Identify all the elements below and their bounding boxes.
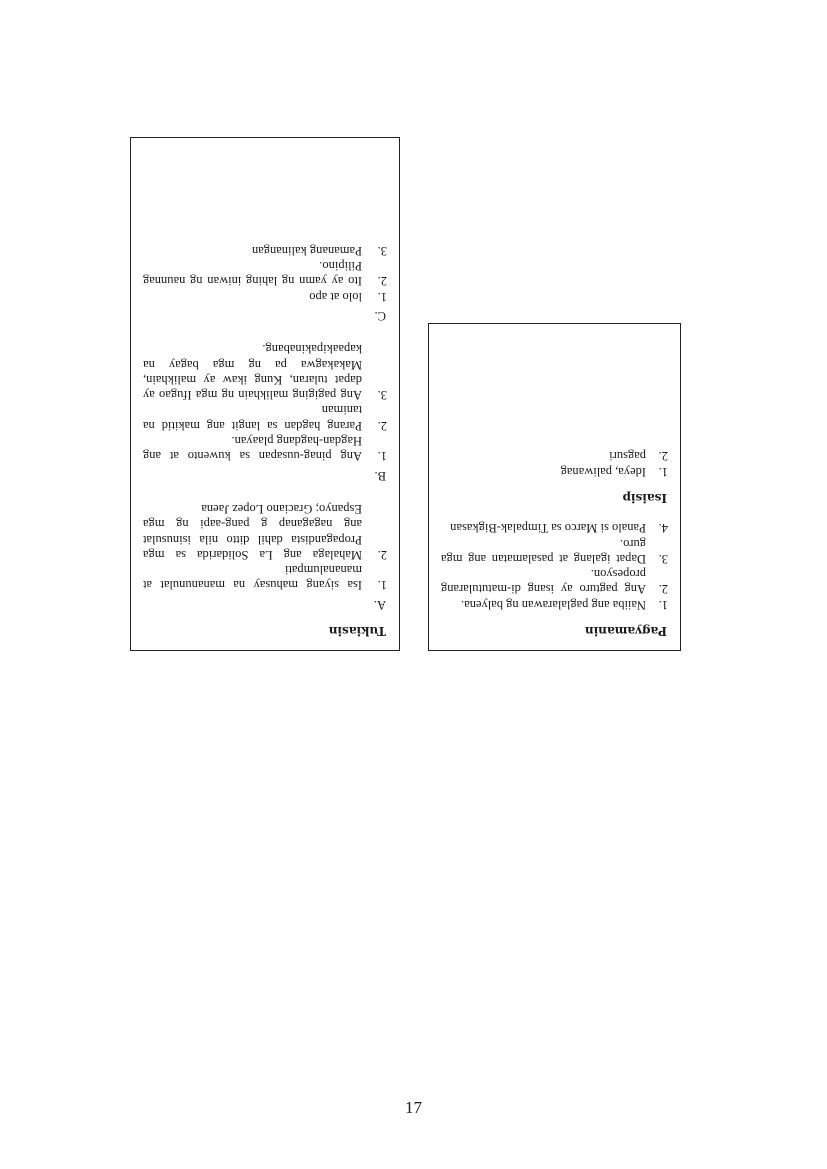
isaisip-list	[441, 448, 668, 479]
item-number: 4.	[658, 521, 668, 536]
section-letter-b: B.	[374, 468, 386, 483]
section-letter-a: A.	[373, 597, 386, 612]
list-item	[441, 448, 668, 463]
item-text: Ang pinag-uusapan sa kuwento at ang Hagdan-hagdang plaayan.	[143, 434, 362, 464]
item-text: Naiiba ang paglalarawan ng balyena.	[461, 597, 646, 612]
item-text: Pamanang kalinangan	[251, 243, 362, 258]
list-item	[143, 402, 387, 433]
item-number: 1.	[658, 464, 668, 479]
item-number: 2.	[658, 582, 668, 597]
list-item	[143, 288, 387, 303]
section-b-list	[143, 341, 387, 463]
item-number: 1.	[377, 449, 387, 464]
item-number: 3.	[377, 243, 387, 258]
item-number: 3.	[377, 388, 387, 403]
item-text: Dapat igalang at pasalamatan ang mga guro.	[441, 536, 646, 566]
item-text: Panalo si Marco sa Timpalak-Bigkasan	[450, 521, 646, 536]
list-item	[143, 433, 387, 464]
item-text: pagsuri	[609, 449, 646, 464]
list-item	[441, 463, 668, 478]
item-text: Ang pagiging malikhain ng mga Ifugao ay dapat tularan, Kung ikaw ay malikhain, Makakagwa pa ng mga bagay na kapaakipakinabang.	[143, 342, 362, 403]
item-text: Ito ay yamn ng lahing iniwan ng naunnag Pilipino.	[143, 259, 362, 289]
item-number: 2.	[377, 274, 387, 289]
item-text: lolo at apo	[309, 289, 362, 304]
item-number: 3.	[658, 551, 668, 566]
item-text: Ang pagturo ay isang di-matutularang propesyon.	[441, 567, 646, 597]
item-number: 1.	[377, 289, 387, 304]
tukiasin-heading: Tukiasin	[328, 624, 386, 638]
list-item	[441, 535, 668, 566]
item-number: 2.	[377, 418, 387, 433]
list-item	[143, 501, 387, 562]
pagyamanin-list	[441, 520, 668, 612]
section-c-list	[143, 242, 387, 303]
pagyamanin-heading: Pagyamanin	[584, 624, 667, 638]
item-text: Mahalaga ang La Solidarida sa mga Propagandista dahil ditto nila isinusulat ang nagaganap g pang-aapi ng mga Espanyo; Graciano Lopez Jaena	[143, 501, 362, 562]
item-number: 2.	[377, 547, 387, 562]
list-item	[143, 242, 387, 257]
section-letter-c: C.	[374, 308, 386, 323]
pagyamanin-answer-box	[428, 323, 681, 651]
list-item	[441, 520, 668, 535]
item-number: 2.	[658, 449, 668, 464]
tukiasin-rotated-content	[131, 138, 399, 650]
isaisip-heading: Isaisip	[622, 490, 667, 505]
list-item	[441, 596, 668, 611]
pagyamanin-rotated-content	[429, 324, 680, 650]
item-text: Ideya, paliwanag	[560, 464, 646, 479]
page-number: 17	[405, 1098, 422, 1117]
list-item	[441, 566, 668, 597]
item-number: 1.	[658, 597, 668, 612]
list-item	[143, 258, 387, 289]
item-number: 1.	[377, 578, 387, 593]
section-a-list	[143, 501, 387, 593]
tukiasin-answer-box	[130, 137, 400, 651]
item-text: Parang hagdan sa langit ang makitid na taniman	[143, 403, 362, 433]
list-item	[143, 341, 387, 402]
list-item	[143, 562, 387, 593]
item-text: Isa siyang mahusay na mananunulat at mananalumpati	[143, 563, 362, 593]
